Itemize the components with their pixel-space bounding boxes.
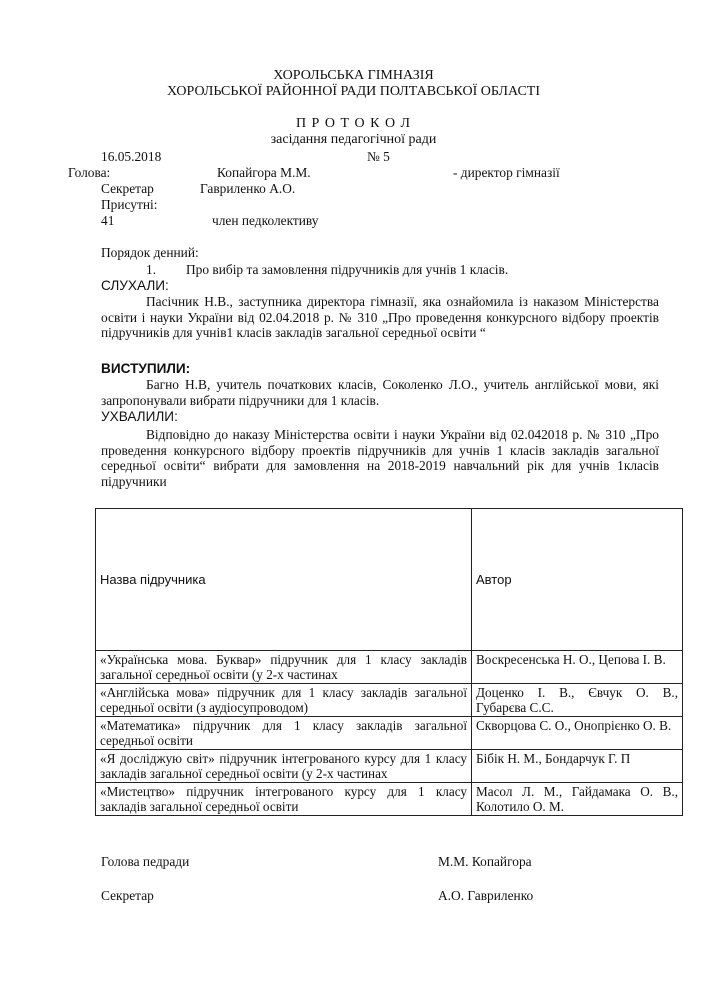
chair-label: Голова:	[68, 165, 111, 180]
textbooks-table	[95, 508, 683, 816]
heard-label: СЛУХАЛИ:	[101, 278, 169, 293]
council-name: ХОРОЛЬСЬКОЇ РАЙОННОЇ РАДИ ПОЛТАВСЬКОЇ ОБЛАСТІ	[166, 84, 540, 99]
column-header-author: Автор	[472, 509, 683, 651]
agenda-item-number: 1.	[146, 262, 157, 277]
textbook-title: «Українська мова. Буквар» підручник для 1 класу закладів загальної середньої освіти (у 2-х частинах	[96, 651, 472, 684]
signature-secretary-label: Секретар	[101, 888, 154, 903]
column-header-title: Назва підручника	[96, 509, 472, 651]
secretary-label: Секретар	[101, 181, 154, 196]
agenda-title: Порядок денний:	[101, 245, 199, 260]
textbook-title: «Математика» підручник для 1 класу закладів загальної середньої освіти	[96, 717, 472, 750]
chair-name: Копайгора М.М.	[217, 165, 311, 180]
decided-text: Відповідно до наказу Міністерства освіти і науки України від 02.042018 р. № 310 „Про проведення конкурсного відбору проектів підручників для учнів 1 класів закладів загальної середньої освіти“ вибрати для замовлення на 2018-2019 навчальний рік для учнів 1класів підручники	[101, 427, 659, 489]
table-header-row	[96, 509, 683, 651]
signature-chair-name: М.М. Копайгора	[438, 854, 532, 869]
textbook-title: «Мистецтво» підручник інтегрованого курсу для 1 класу закладів загальної середньої освіти	[96, 783, 472, 816]
table-row	[96, 684, 683, 717]
present-description: член педколективу	[212, 213, 319, 228]
textbook-author: Воскресенська Н. О., Цепова І. В.	[472, 651, 683, 684]
heard-text: Пасічник Н.В., заступника директора гімназії, яка ознайомила із наказом Міністерства освіти і науки України від 02.04.2018 р. № 310 „Про проведення конкурсного відбору проектів підручників для учнів1 класів закладів загальної середньої освіти “	[101, 294, 659, 340]
protocol-number: № 5	[367, 149, 390, 164]
signature-secretary-name: А.О. Гавриленко	[438, 888, 534, 903]
document-subtitle: засідання педагогічної ради	[270, 132, 437, 147]
textbook-author: Масол Л. М., Гайдамака О. В., Колотило О. М.	[472, 783, 683, 816]
present-count: 41	[101, 213, 115, 228]
textbook-author: Бібік Н. М., Бондарчук Г. П	[472, 750, 683, 783]
agenda-item-text: Про вибір та замовлення підручників для учнів 1 класів.	[186, 262, 509, 277]
table-row	[96, 750, 683, 783]
table-row	[96, 717, 683, 750]
textbook-title: «Я досліджую світ» підручник інтегрованого курсу для 1 класу закладів загальної середньої освіти (у 2-х частинах	[96, 750, 472, 783]
chair-role: - директор гімназії	[453, 165, 560, 180]
decided-label: УХВАЛИЛИ:	[101, 409, 178, 424]
present-label: Присутні:	[101, 197, 158, 212]
spoke-label: ВИСТУПИЛИ:	[101, 361, 191, 376]
table-row	[96, 783, 683, 816]
signature-chair-label: Голова педради	[101, 854, 190, 869]
document-type: П Р О Т О К О Л	[295, 116, 412, 131]
secretary-name: Гавриленко А.О.	[200, 181, 296, 196]
textbook-author: Доценко І. В., Євчук О. В., Губарєва С.С.	[472, 684, 683, 717]
spoke-text: Багно Н.В, учитель початкових класів, Соколенко Л.О., учитель англійської мови, які запропонували вибрати підручники для 1 класів.	[101, 377, 659, 408]
textbook-author: Скворцова С. О., Онопрієнко О. В.	[472, 717, 683, 750]
textbook-title: «Англійська мова» підручник для 1 класу закладів загальної середньої освіти (з аудіосупроводом)	[96, 684, 472, 717]
meeting-date: 16.05.2018	[101, 149, 162, 164]
table-row	[96, 651, 683, 684]
school-name: ХОРОЛЬСЬКА ГІМНАЗІЯ	[273, 68, 434, 83]
